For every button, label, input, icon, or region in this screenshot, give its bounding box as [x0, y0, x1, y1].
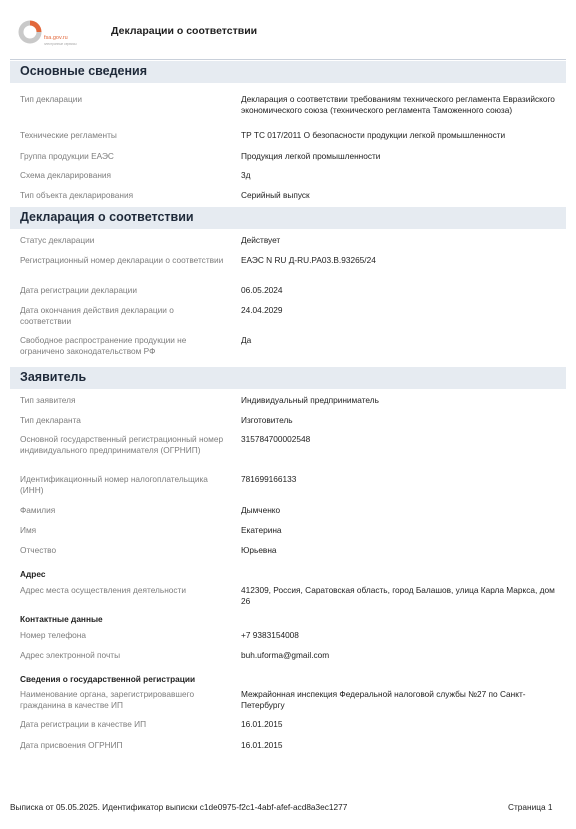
- section-title-declaration: Декларация о соответствии: [20, 210, 194, 224]
- field-value: 06.05.2024: [241, 285, 283, 295]
- field-value: 315784700002548: [241, 434, 311, 444]
- page-title: Декларации о соответствии: [111, 25, 258, 37]
- field-value: Изготовитель: [241, 415, 293, 425]
- field-label: Технические регламенты: [20, 130, 117, 140]
- field-label: Статус декларации: [20, 235, 95, 245]
- field-value: Серийный выпуск: [241, 190, 310, 200]
- field-label: Отчество: [20, 545, 57, 555]
- field-label: Тип декларанта: [20, 415, 81, 425]
- fsa-logo-icon: [18, 20, 42, 44]
- field-value: Декларация о соответствии требованиям технического регламента Евразийского экономического союза (технического регламента Таможенного союза): [241, 94, 555, 115]
- field-label: Свободное распространение продукции не ограничено законодательством РФ: [20, 335, 187, 356]
- field-value: 3д: [241, 170, 251, 180]
- field-value: ТР ТС 017/2011 О безопасности продукции легкой промышленности: [241, 130, 506, 140]
- section-header-declaration: [10, 207, 566, 229]
- field-label: Группа продукции ЕАЭС: [20, 151, 114, 161]
- field-label: Регистрационный номер декларации о соответствии: [20, 255, 224, 265]
- email-address: buh.uforma@gmail.com: [241, 650, 330, 660]
- field-label: Номер телефона: [20, 630, 86, 640]
- field-value: ЕАЭС N RU Д-RU.PA03.B.93265/24: [241, 255, 376, 265]
- field-label: Тип заявителя: [20, 395, 76, 405]
- header-divider: [10, 59, 566, 60]
- extract-footer: Выписка от 05.05.2025. Идентификатор выписки c1de0975-f2c1-4abf-afef-acd8a3ec1277: [10, 802, 348, 812]
- field-value: Да: [241, 335, 252, 345]
- field-value: Межрайонная инспекция Федеральной налоговой службы №27 по Санкт-Петербургу: [241, 689, 526, 710]
- field-value: Екатерина: [241, 525, 282, 535]
- field-label: Идентификационный номер налогоплательщика (ИНН): [20, 474, 208, 495]
- field-value: 781699166133: [241, 474, 297, 484]
- field-value: 16.01.2015: [241, 719, 283, 729]
- field-label: Адрес электронной почты: [20, 650, 121, 660]
- field-value: Юрьевна: [241, 545, 277, 555]
- section-title-main: Основные сведения: [20, 64, 148, 78]
- field-value: 412309, Россия, Саратовская область, город Балашов, улица Карла Маркса, дом 26: [241, 585, 555, 606]
- section-header-main: [10, 61, 566, 83]
- section-title-applicant: Заявитель: [20, 370, 87, 384]
- field-label: Тип декларации: [20, 94, 83, 104]
- page-header: [0, 0, 576, 52]
- field-value: Дымченко: [241, 505, 281, 515]
- field-label: Схема декларирования: [20, 170, 112, 180]
- field-label: Основной государственный регистрационный номер индивидуального предпринимателя (ОГРНИП): [20, 434, 224, 455]
- field-value: 24.04.2029: [241, 305, 283, 315]
- field-label: Дата регистрации декларации: [20, 285, 137, 295]
- field-label: Имя: [20, 525, 37, 535]
- subsection-title-contacts: Контактные данные: [20, 614, 103, 624]
- field-label: Адрес места осуществления деятельности: [20, 585, 186, 595]
- field-label: Дата регистрации в качестве ИП: [20, 719, 147, 729]
- logo-text: fsa.gov.ru: [44, 35, 68, 41]
- logo-subtext: электронные сервисы: [44, 42, 77, 46]
- field-label: Тип объекта декларирования: [20, 190, 134, 200]
- fsa-logo[interactable]: [18, 20, 90, 48]
- field-label: Фамилия: [20, 505, 56, 515]
- phone-number: +7 9383154008: [241, 630, 299, 640]
- field-label: Наименование органа, зарегистрировавшего гражданина в качестве ИП: [20, 689, 195, 710]
- field-value: Действует: [241, 235, 281, 245]
- page-number: Страница 1: [508, 802, 553, 812]
- subsection-title-registration: Сведения о государственной регистрации: [20, 674, 196, 684]
- subsection-title-address: Адрес: [20, 569, 46, 579]
- field-value: Индивидуальный предприниматель: [241, 395, 379, 405]
- field-label: Дата присвоения ОГРНИП: [20, 740, 123, 750]
- section-header-applicant: [10, 367, 566, 389]
- field-label: Дата окончания действия декларации о соответствии: [20, 305, 174, 326]
- field-value: 16.01.2015: [241, 740, 283, 750]
- field-value: Продукция легкой промышленности: [241, 151, 381, 161]
